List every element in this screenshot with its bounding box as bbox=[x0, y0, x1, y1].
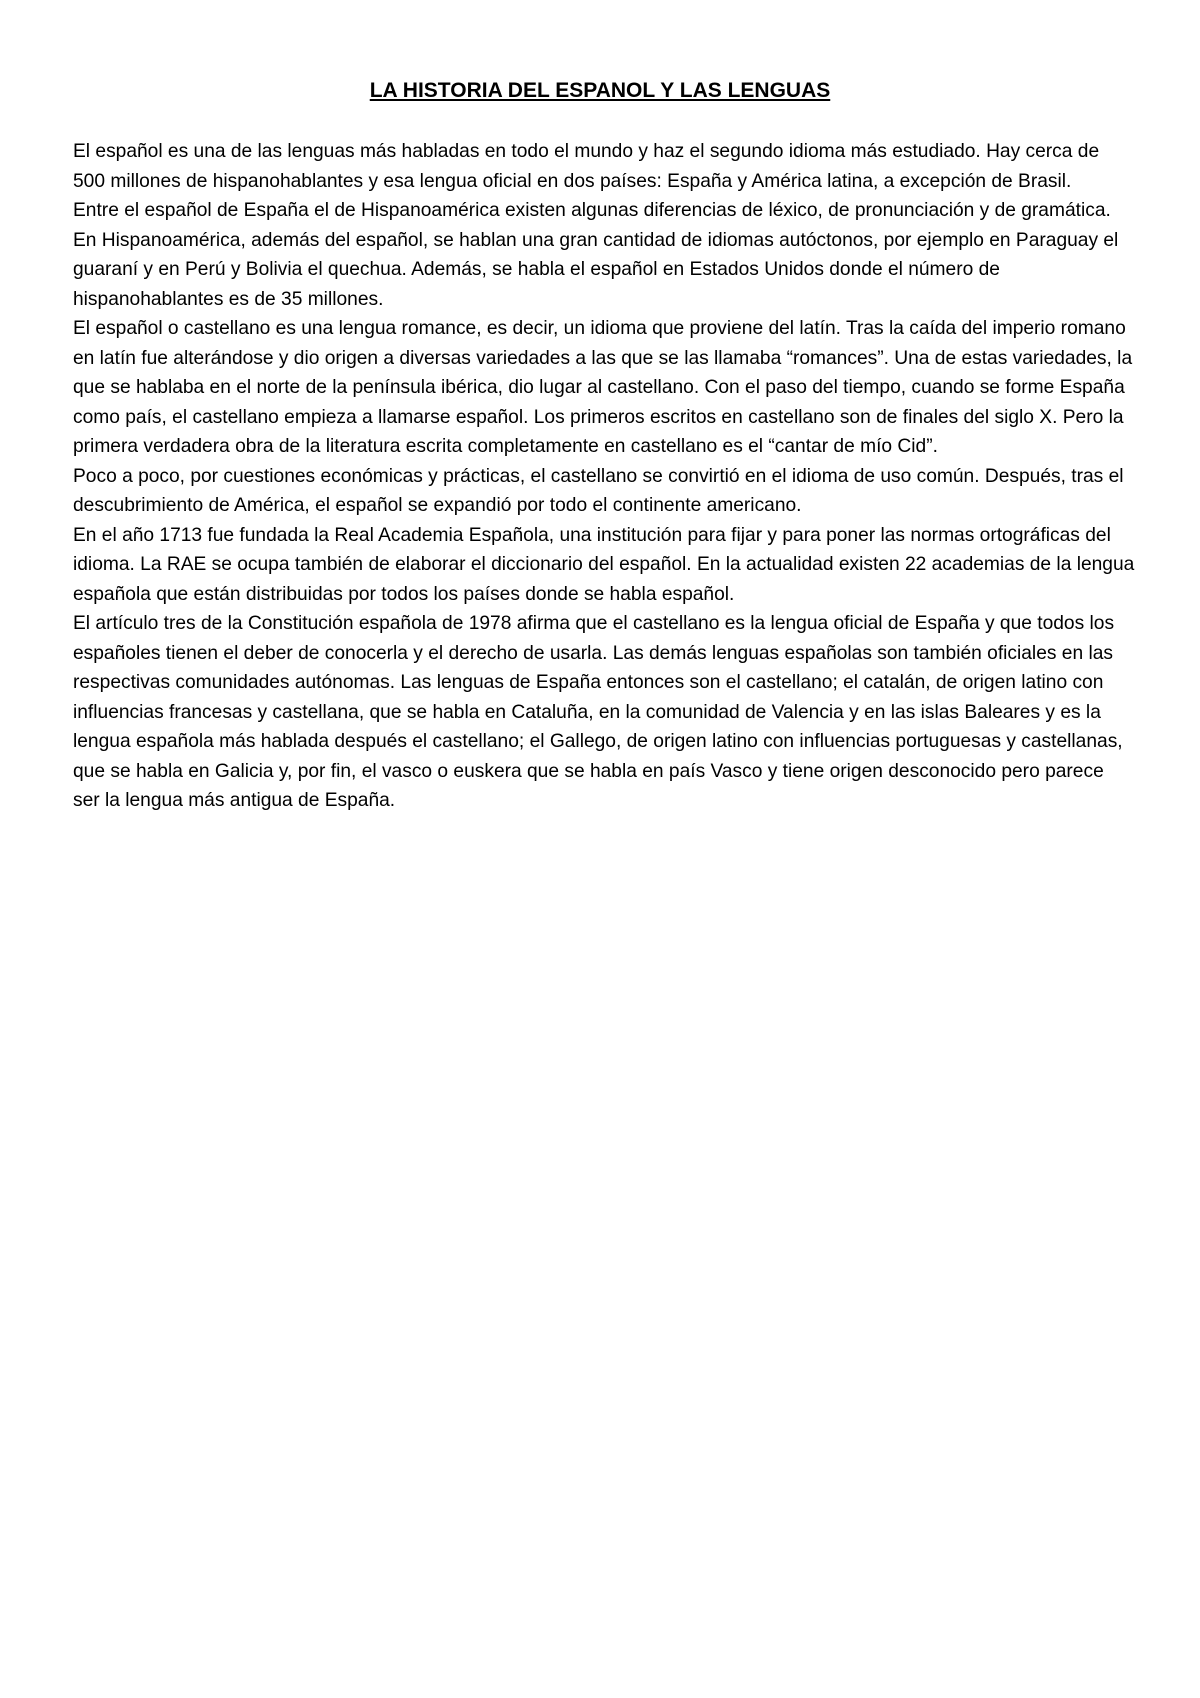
paragraph-6: El artículo tres de la Constitución española de 1978 afirma que el castellano es la lengua oficial de España y que todos los españoles tienen el deber de conocerla y el derecho de usarla. Las demás lenguas españolas son también oficiales en las respectivas comunidades autónomas. Las lenguas de España entonces son el castellano; el catalán, de origen latino con influencias francesas y castellana, que se habla en Cataluña, en la comunidad de Valencia y en las islas Baleares y es la lengua española más hablada después el castellano; el Gallego, de origen latino con influencias portuguesas y castellanas, que se habla en Galicia y, por fin, el vasco o euskera que se habla en país Vasco y tiene origen desconocido pero parece ser la lengua más antigua de España. bbox=[73, 613, 1123, 811]
document-body bbox=[73, 137, 1135, 816]
document-title: LA HISTORIA DEL ESPANOL Y LAS LENGUAS bbox=[369, 79, 831, 102]
paragraph-5: En el año 1713 fue fundada la Real Academia Española, una institución para fijar y para poner las normas ortográficas del idioma. La RAE se ocupa también de elaborar el diccionario del español. En la actualidad existen 22 academias de la lengua española que están distribuidas por todos los países donde se habla español. bbox=[73, 524, 1135, 605]
paragraph-2: Entre el español de España el de Hispanoamérica existen algunas diferencias de léxico, de pronunciación y de gramática. En Hispanoamérica, además del español, se hablan una gran cantidad de idiomas autóctonos, por ejemplo en Paraguay el guaraní y en Perú y Bolivia el quechua. Además, se habla el español en Estados Unidos donde el número de hispanohablantes es de 35 millones. bbox=[73, 200, 1119, 310]
paragraph-1: El español es una de las lenguas más habladas en todo el mundo y haz el segundo idioma más estudiado. Hay cerca de 500 millones de hispanohablantes y esa lengua oficial en dos países: España y América latina, a excepción de Brasil. bbox=[73, 141, 1100, 192]
paragraph-4: Poco a poco, por cuestiones económicas y prácticas, el castellano se convirtió en el idioma de uso común. Después, tras el descubrimiento de América, el español se expandió por todo el continente americano. bbox=[73, 465, 1124, 516]
paragraph-3: El español o castellano es una lengua romance, es decir, un idioma que proviene del latín. Tras la caída del imperio romano en latín fue alterándose y dio origen a diversas variedades a las que se las llamaba “romances”. Una de estas variedades, la que se hablaba en el norte de la península ibérica, dio lugar al castellano. Con el paso del tiempo, cuando se forme España como país, el castellano empieza a llamarse español. Los primeros escritos en castellano son de finales del siglo X. Pero la primera verdadera obra de la literatura escrita completamente en castellano es el “cantar de mío Cid”. bbox=[73, 318, 1133, 457]
